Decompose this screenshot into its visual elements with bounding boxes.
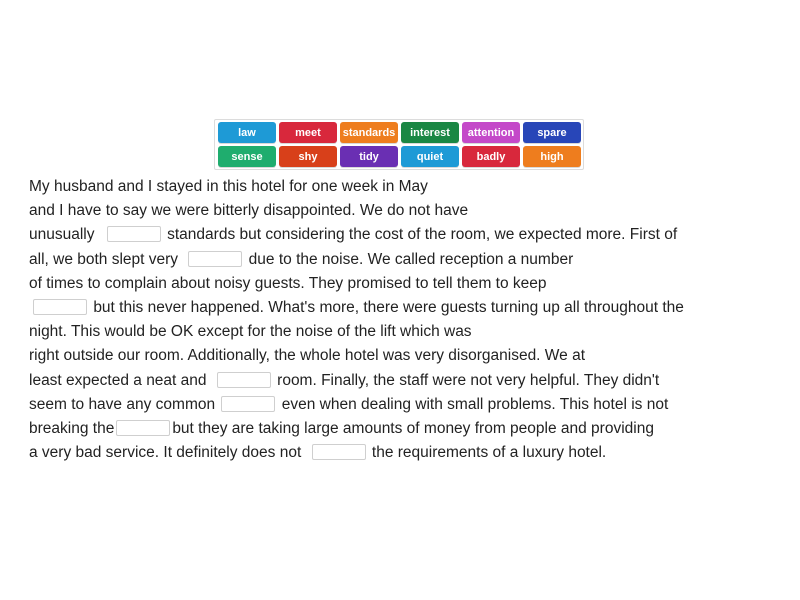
- review-passage: [29, 175, 789, 465]
- passage-line-9: [29, 369, 789, 393]
- passage-line-1: [29, 175, 789, 199]
- word-chip-spare[interactable]: spare: [523, 122, 581, 143]
- word-chip-interest[interactable]: interest: [401, 122, 459, 143]
- passage-text: right outside our room. Additionally, the whole hotel was very disorganised. We at: [29, 347, 586, 365]
- word-chip-high[interactable]: high: [523, 146, 581, 167]
- passage-text: breaking the: [29, 419, 115, 437]
- passage-text: and I have to say we were bitterly disappointed. We do not have: [29, 202, 469, 220]
- blank-slot-5[interactable]: [221, 396, 275, 412]
- passage-text: due to the noise. We called reception a number: [248, 250, 574, 268]
- passage-text: of times to complain about noisy guests. They promised to tell them to keep: [29, 274, 547, 292]
- passage-line-2: [29, 199, 789, 223]
- passage-text: a very bad service. It definitely does not: [29, 444, 302, 462]
- passage-line-12: [29, 441, 789, 465]
- passage-text: but they are taking large amounts of money from people and providing: [172, 419, 654, 437]
- word-chip-attention[interactable]: attention: [462, 122, 520, 143]
- passage-line-3: [29, 223, 789, 247]
- word-chip-badly[interactable]: badly: [462, 146, 520, 167]
- blank-slot-6[interactable]: [116, 420, 170, 436]
- passage-line-6: [29, 296, 789, 320]
- passage-line-5: [29, 272, 789, 296]
- passage-text: even when dealing with small problems. This hotel is not: [281, 395, 669, 413]
- passage-text: seem to have any common: [29, 395, 216, 413]
- word-chip-quiet[interactable]: quiet: [401, 146, 459, 167]
- passage-line-10: [29, 393, 789, 417]
- word-chip-shy[interactable]: shy: [279, 146, 337, 167]
- blank-slot-7[interactable]: [312, 444, 366, 460]
- passage-text: standards but considering the cost of the room, we expected more. First of: [167, 226, 678, 244]
- word-chip-meet[interactable]: meet: [279, 122, 337, 143]
- passage-line-7: [29, 320, 789, 344]
- blank-slot-3[interactable]: [33, 299, 87, 315]
- passage-text: My husband and I stayed in this hotel for one week in May: [29, 178, 428, 195]
- passage-text: the requirements of a luxury hotel.: [371, 444, 607, 462]
- passage-text: but this never happened. What's more, there were guests turning up all throughout the: [93, 298, 684, 316]
- passage-text: least expected a neat and: [29, 371, 207, 389]
- passage-text: all, we both slept very: [29, 250, 179, 268]
- passage-line-4: [29, 248, 789, 272]
- passage-text: room. Finally, the staff were not very helpful. They didn't: [277, 371, 660, 389]
- word-chip-standards[interactable]: standards: [340, 122, 398, 143]
- blank-slot-1[interactable]: [107, 226, 161, 242]
- word-chip-tidy[interactable]: tidy: [340, 146, 398, 167]
- passage-text: unusually: [29, 226, 95, 244]
- blank-slot-4[interactable]: [217, 372, 271, 388]
- word-chip-sense[interactable]: sense: [218, 146, 276, 167]
- blank-slot-2[interactable]: [188, 251, 242, 267]
- passage-line-11: [29, 417, 789, 441]
- word-bank: [214, 119, 584, 170]
- passage-line-8: [29, 344, 789, 368]
- passage-text: night. This would be OK except for the noise of the lift which was: [29, 323, 472, 341]
- word-chip-law[interactable]: law: [218, 122, 276, 143]
